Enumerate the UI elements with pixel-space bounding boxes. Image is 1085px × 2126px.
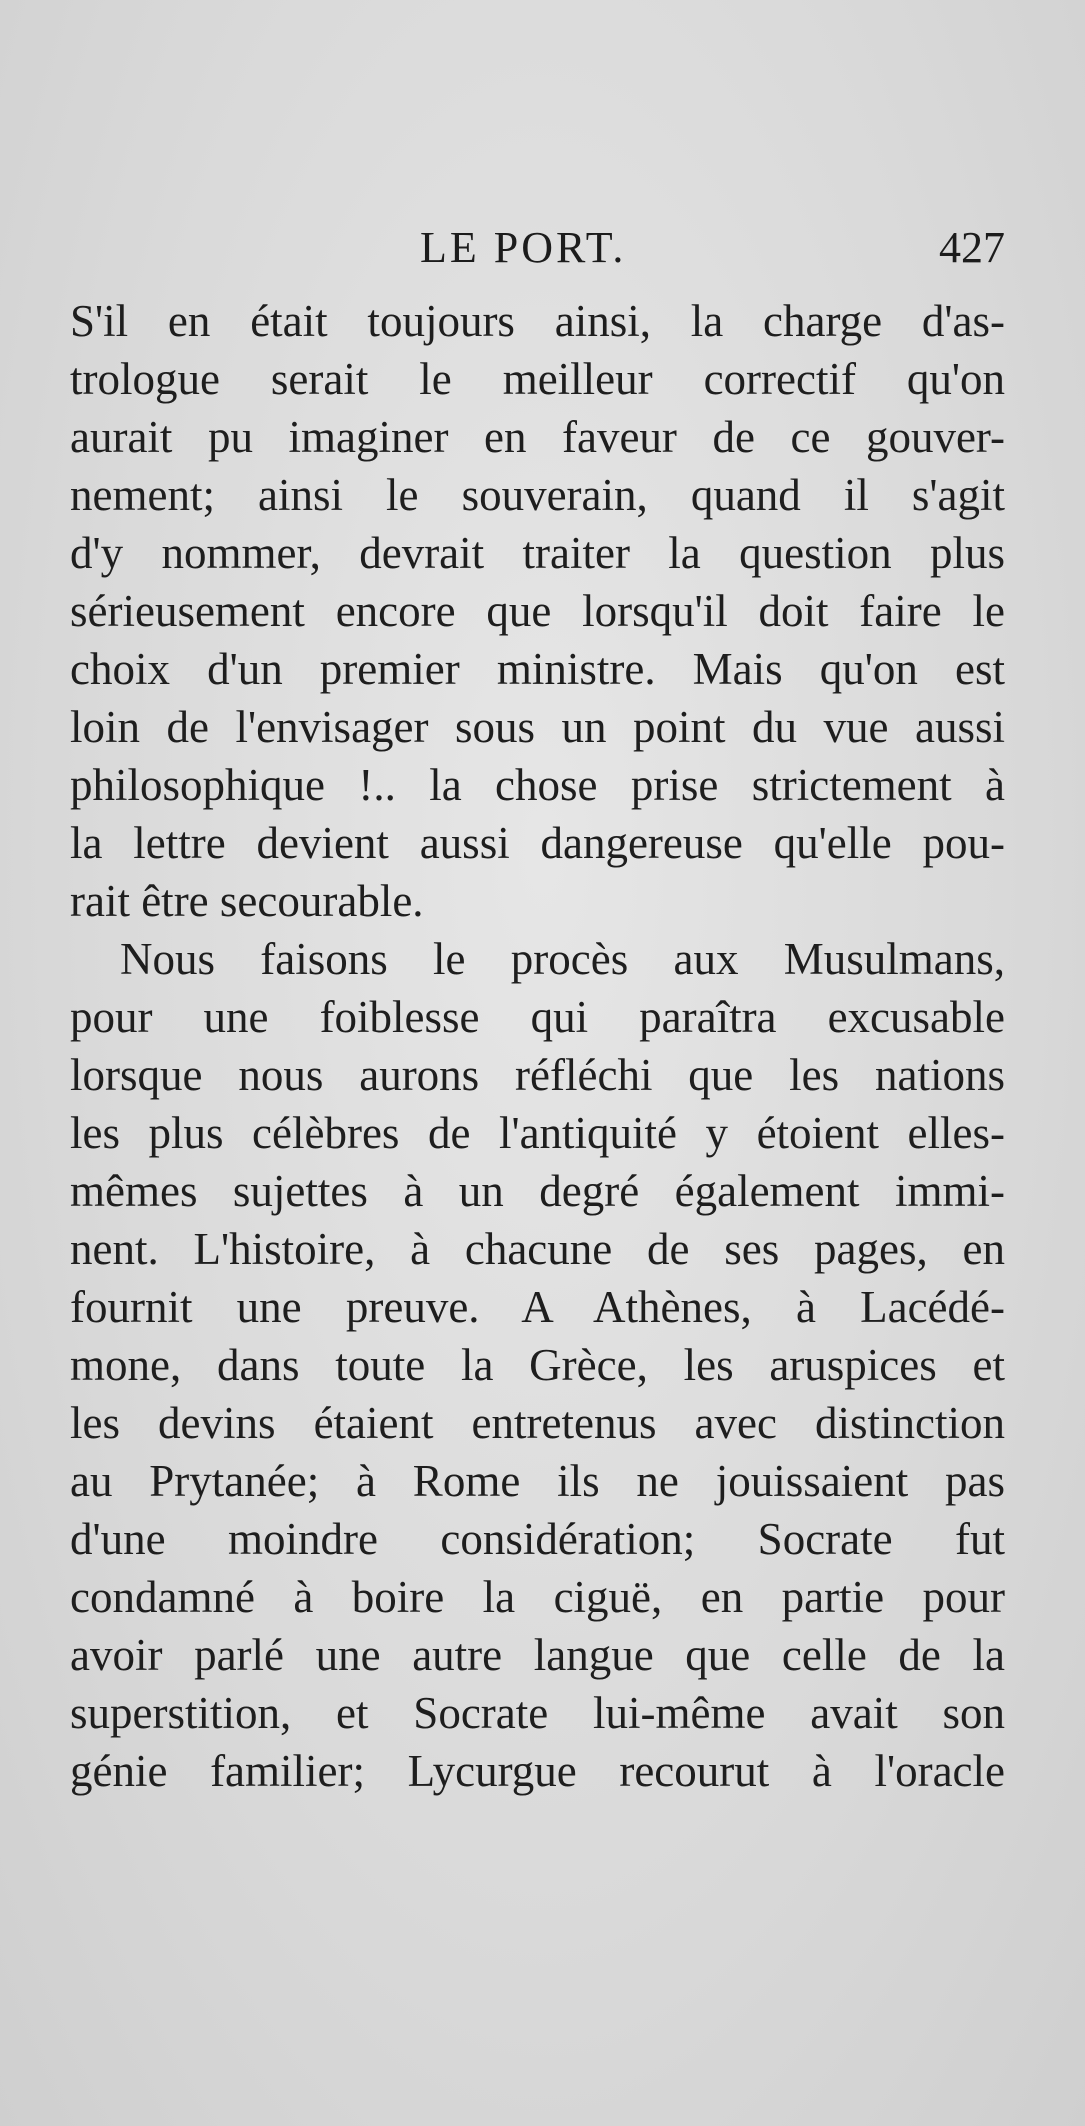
text-line: mone, dans toute la Grèce, les aruspices et	[70, 1340, 1005, 1390]
text-line: Nous faisons le procès aux Musulmans,	[120, 934, 1005, 984]
paragraph	[70, 292, 1005, 930]
text-line: S'il en était toujours ainsi, la charge d'as-	[70, 296, 1005, 346]
text-line: aurait pu imaginer en faveur de ce gouver-	[70, 412, 1005, 462]
text-line: philosophique !.. la chose prise strictement à	[70, 760, 1005, 810]
text-line: avoir parlé une autre langue que celle de la	[70, 1630, 1005, 1680]
text-line: nement; ainsi le souverain, quand il s'agit	[70, 470, 1005, 520]
text-line: génie familier; Lycurgue recourut à l'oracle	[70, 1746, 1005, 1796]
text-line: les plus célèbres de l'antiquité y étoient elles-	[70, 1108, 1005, 1158]
text-line: d'une moindre considération; Socrate fut	[70, 1514, 1005, 1564]
running-title: LE PORT.	[420, 223, 627, 272]
text-line: mêmes sujettes à un degré également immi-	[70, 1166, 1005, 1216]
text-line: nent. L'histoire, à chacune de ses pages, en	[70, 1224, 1005, 1274]
text-line: les devins étaient entretenus avec distinction	[70, 1398, 1005, 1448]
text-line: pour une foiblesse qui paraîtra excusable	[70, 992, 1005, 1042]
text-line: loin de l'envisager sous un point du vue aussi	[70, 702, 1005, 752]
text-line: condamné à boire la ciguë, en partie pour	[70, 1572, 1005, 1622]
text-line: choix d'un premier ministre. Mais qu'on est	[70, 644, 1005, 694]
text-line: trologue serait le meilleur correctif qu'on	[70, 354, 1005, 404]
text-line: au Prytanée; à Rome ils ne jouissaient pas	[70, 1456, 1005, 1506]
text-line: fournit une preuve. A Athènes, à Lacédé-	[70, 1282, 1005, 1332]
text-line: superstition, et Socrate lui-même avait son	[70, 1688, 1005, 1738]
text-line: d'y nommer, devrait traiter la question plus	[70, 528, 1005, 578]
text-line: la lettre devient aussi dangereuse qu'elle pou-	[70, 818, 1005, 868]
text-line: rait être secourable.	[70, 876, 424, 926]
body-text	[70, 292, 1005, 1800]
paragraph	[70, 930, 1005, 1800]
page-number: 427	[939, 223, 1005, 272]
text-line: lorsque nous aurons réfléchi que les nations	[70, 1050, 1005, 1100]
page-header	[70, 222, 1005, 282]
text-line: sérieusement encore que lorsqu'il doit faire le	[70, 586, 1005, 636]
